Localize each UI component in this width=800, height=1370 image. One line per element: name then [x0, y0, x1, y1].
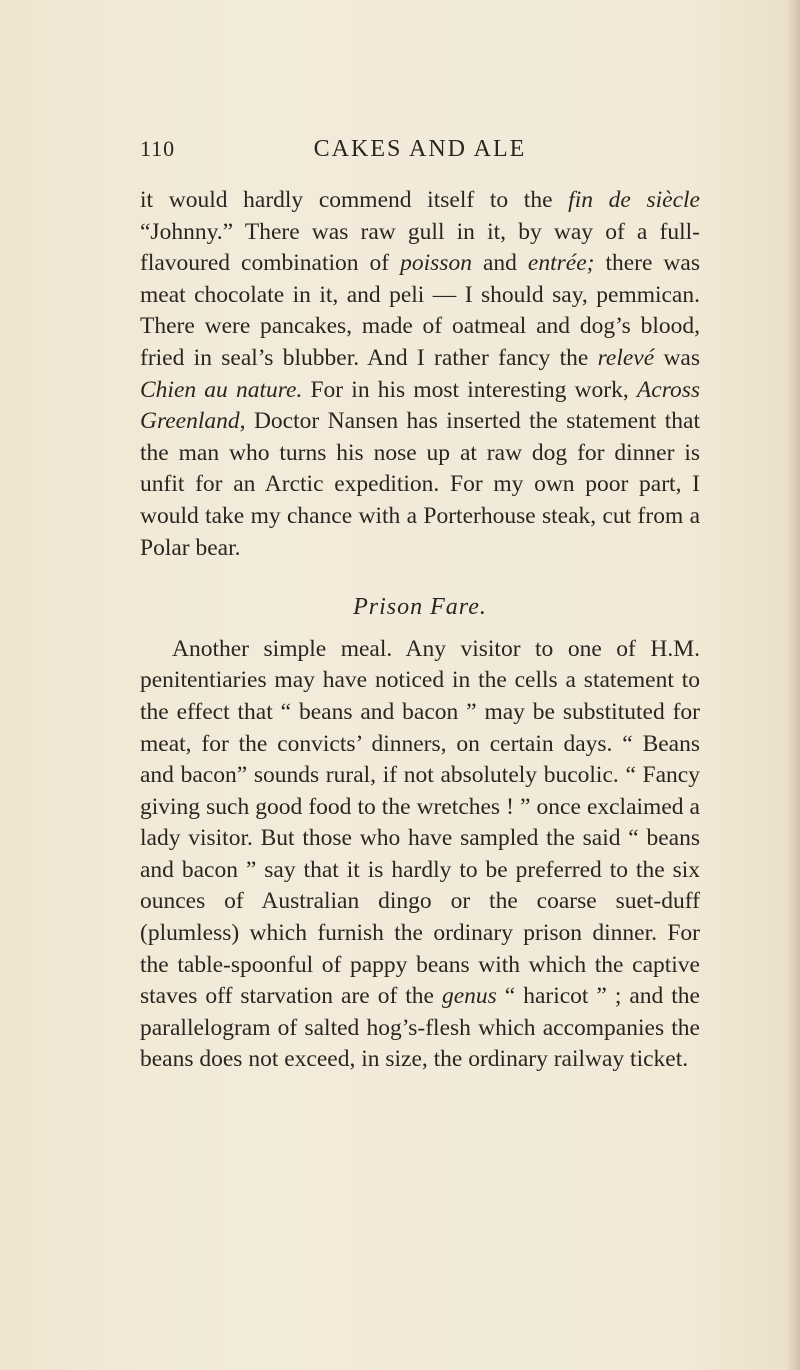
paragraph-2 [140, 634, 700, 1076]
section-heading: Prison Fare. [353, 594, 487, 621]
text-span: Another simple meal. Any visitor to one of H.M. penitentiaries may have noticed in the cells a statement to the effect that “ beans and bacon ” may be substituted for meat, for the convicts’ dinners, on certain days. “ Beans and bacon” sounds rural, if not absolutely bucolic. “ Fancy giving such good food to the wretches ! ” once exclaimed a lady visitor. But those who have sampled the said “ beans and bacon ” say that it is hardly to be preferred to the six ounces of Australian dingo or the coarse suet-duff (plumless) which furnish the ordinary prison dinner. For the table-spoonful of pappy beans with which the captive staves off starvation are of the [140, 635, 700, 1010]
text-span: and [471, 250, 528, 277]
page-number: 110 [140, 136, 176, 161]
italic-phrase: relevé [597, 344, 655, 371]
text-span: “Johnny.” There was raw gull in it, by way of a full-flavoured combination of [140, 218, 700, 277]
italic-phrase: poisson [400, 250, 472, 277]
paragraph-1 [140, 185, 700, 564]
italic-phrase: Chien au nature. [140, 376, 303, 403]
book-title: Across Greenland [140, 376, 701, 435]
text-span: , Doctor Nansen has inserted the statement that the man who turns his nose up at raw dog for dinner is unfit for an Arctic expedition. For my own poor part, I would take my chance with a Porterhouse steak, cut from a Polar bear. [140, 408, 700, 561]
running-head: CAKES AND ALE [313, 136, 527, 162]
body-text [140, 185, 700, 1076]
text-span: was [654, 344, 701, 371]
text-span: it would hardly commend itself to the [140, 187, 569, 213]
page-edge-shadow [786, 0, 800, 1370]
text-span: there was meat chocolate in it, and peli — I should say, pemmican. There were pancakes, made of oatmeal and dog’s blood, fried in seal’s blubber. And I rather fancy the [140, 250, 700, 371]
italic-phrase: entrée; [527, 250, 595, 277]
italic-phrase: genus [441, 983, 497, 1010]
text-span: “ haricot ” ; and the parallelogram of salted hog’s-flesh which accompanies the beans does not exceed, in size, the ordinary railway ticket. [140, 983, 700, 1073]
page-header [140, 136, 700, 176]
italic-phrase: fin de siècle [568, 187, 700, 213]
text-span: For in his most interesting work, [302, 376, 637, 403]
